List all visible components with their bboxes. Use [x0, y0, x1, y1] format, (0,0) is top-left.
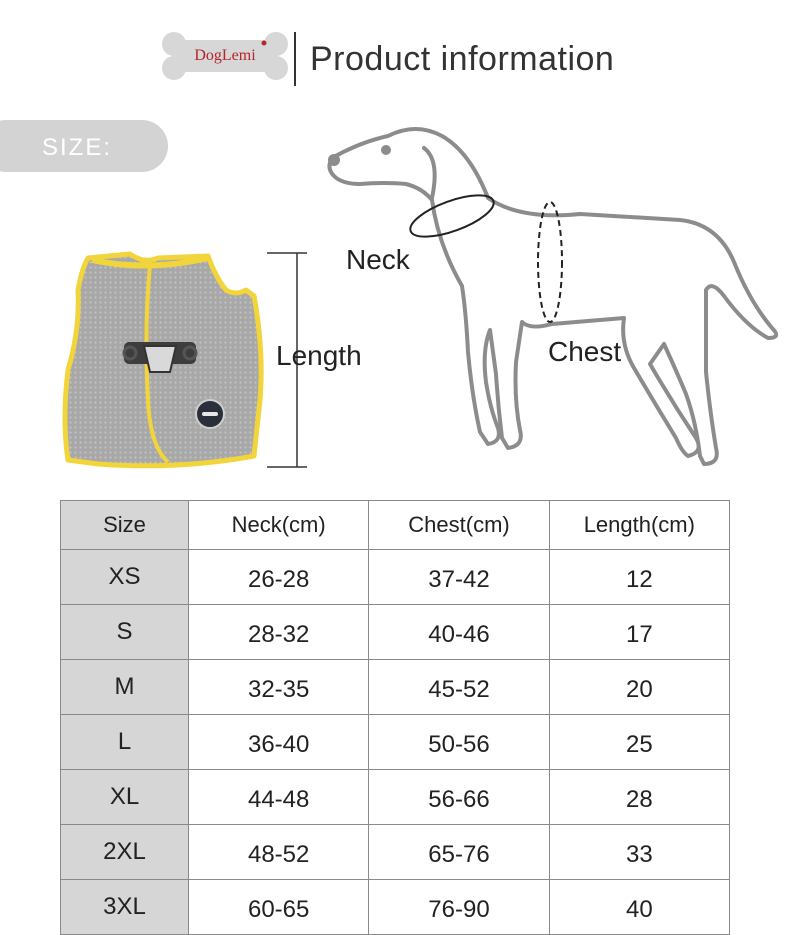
table-row	[61, 605, 730, 660]
chest-cell: 40-46	[369, 605, 549, 660]
length-cell: 17	[549, 605, 729, 660]
length-cell: 33	[549, 825, 729, 880]
table-row	[61, 770, 730, 825]
length-cell: 12	[549, 550, 729, 605]
size-cell: M	[61, 660, 189, 715]
neck-cell: 44-48	[189, 770, 369, 825]
neck-label: Neck	[346, 244, 410, 275]
size-cell: 3XL	[61, 880, 189, 935]
chest-cell: 37-42	[369, 550, 549, 605]
header-length: Length(cm)	[549, 501, 729, 550]
header-chest: Chest(cm)	[369, 501, 549, 550]
table-row	[61, 660, 730, 715]
neck-cell: 32-35	[189, 660, 369, 715]
length-cell: 40	[549, 880, 729, 935]
size-cell: L	[61, 715, 189, 770]
header-divider	[294, 32, 296, 86]
neck-cell: 28-32	[189, 605, 369, 660]
size-cell: XS	[61, 550, 189, 605]
size-cell: XL	[61, 770, 189, 825]
header-size: Size	[61, 501, 189, 550]
table-header-row	[61, 501, 730, 550]
chest-cell: 65-76	[369, 825, 549, 880]
dog-outline-diagram	[320, 112, 790, 482]
size-cell: 2XL	[61, 825, 189, 880]
chest-cell: 45-52	[369, 660, 549, 715]
neck-cell: 60-65	[189, 880, 369, 935]
neck-cell: 48-52	[189, 825, 369, 880]
page-title: Product information	[310, 40, 615, 78]
chest-cell: 76-90	[369, 880, 549, 935]
length-label: Length	[276, 340, 362, 371]
vest-image	[58, 250, 280, 472]
table-row	[61, 715, 730, 770]
length-cell: 25	[549, 715, 729, 770]
length-cell: 20	[549, 660, 729, 715]
size-badge-label: SIZE:	[42, 134, 113, 161]
neck-cell: 26-28	[189, 550, 369, 605]
size-chart-table	[60, 500, 730, 935]
brand-name: DogLemi	[194, 47, 256, 64]
chest-label: Chest	[548, 336, 622, 367]
length-cell: 28	[549, 770, 729, 825]
size-cell: S	[61, 605, 189, 660]
neck-cell: 36-40	[189, 715, 369, 770]
header-neck: Neck(cm)	[189, 501, 369, 550]
chest-cell: 50-56	[369, 715, 549, 770]
table-row	[61, 825, 730, 880]
table-row	[61, 880, 730, 935]
table-row	[61, 550, 730, 605]
chest-cell: 56-66	[369, 770, 549, 825]
